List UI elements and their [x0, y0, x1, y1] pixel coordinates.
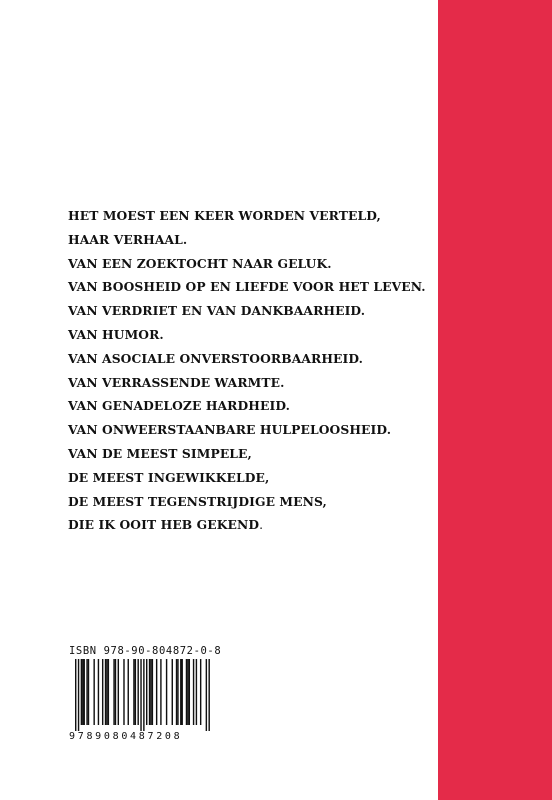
isbn-label: ISBN 978-90-804872-0-8 [69, 645, 222, 657]
barcode-bar [75, 659, 76, 731]
red-side-band [438, 0, 552, 800]
blurb-line-4: VAN BOOSHEID OP EN LIEFDE VOOR HET LEVEN. [68, 279, 426, 295]
barcode-bar [143, 659, 144, 731]
barcode-bar [177, 659, 178, 725]
barcode-bar [196, 659, 197, 725]
barcode-bar [135, 659, 136, 725]
blurb-line-14 [68, 513, 428, 538]
barcode-bar [78, 659, 79, 731]
barcode-bar [152, 659, 153, 725]
blurb-line-2: HAAR VERHAAL. [68, 231, 188, 247]
barcode-bar [176, 659, 177, 725]
barcode-bar [189, 659, 190, 725]
blurb-line-9: VAN GENADELOZE HARDHEID. [68, 398, 291, 414]
barcode-bar [118, 659, 119, 725]
blurb-line-7: VAN ASOCIALE ONVERSTOORBAARHEID. [68, 350, 364, 366]
barcode-bar [93, 659, 94, 725]
barcode-bar [137, 659, 138, 725]
barcode-bar [172, 659, 173, 725]
barcode-bar [187, 659, 188, 725]
barcode-bar [108, 659, 109, 725]
blurb-line-6: VAN HUMOR. [68, 326, 164, 342]
barcode-bar [140, 659, 141, 731]
barcode-bar [146, 659, 147, 725]
barcode-bar [149, 659, 150, 725]
barcode-bar [106, 659, 107, 725]
barcode-bars [75, 659, 210, 731]
barcode-bar [81, 659, 82, 725]
barcode-number: 9789080487208 [69, 731, 183, 742]
barcode-bar [84, 659, 85, 725]
barcode-bar [133, 659, 134, 725]
isbn-barcode [69, 645, 222, 743]
barcode-bar [82, 659, 83, 725]
barcode-bar [150, 659, 151, 725]
blurb-last-line-text: DIE IK OOIT HEB GEKEND [68, 517, 260, 533]
blurb-line-12: DE MEEST INGEWIKKELDE, [68, 469, 270, 485]
barcode-bar [208, 659, 209, 731]
barcode-graphic [69, 659, 219, 743]
barcode-bar [128, 659, 129, 725]
blurb-line-13: DE MEEST TEGENSTRIJDIGE MENS, [68, 493, 327, 509]
barcode-bar [193, 659, 194, 725]
blurb-line-5: VAN VERDRIET EN VAN DANKBAARHEID. [68, 303, 366, 319]
blurb-text [68, 204, 428, 538]
blurb-line-1: HET MOEST EEN KEER WORDEN VERTELD, [68, 208, 381, 223]
blurb-line-8: VAN VERRASSENDE WARMTE. [68, 374, 285, 390]
barcode-bar [182, 659, 183, 725]
barcode-bar [206, 659, 207, 731]
barcode-bar [180, 659, 181, 725]
barcode-bar [166, 659, 167, 725]
blurb-line-10: VAN ONWEERSTAANBARE HULPELOOSHEID. [68, 422, 392, 438]
barcode-bar [105, 659, 106, 725]
barcode-bar [86, 659, 87, 725]
barcode-bar [123, 659, 124, 725]
barcode-bar [115, 659, 116, 725]
barcode-bar [88, 659, 89, 725]
blurb-last-line-period: . [259, 518, 264, 533]
barcode-bar [160, 659, 161, 725]
blurb-line-11: VAN DE MEEST SIMPELE, [68, 445, 252, 461]
barcode-bar [102, 659, 103, 725]
barcode-bar [186, 659, 187, 725]
barcode-bar [200, 659, 201, 725]
barcode-bar [98, 659, 99, 725]
barcode-bar [113, 659, 114, 725]
blurb-line-3: VAN EEN ZOEKTOCHT NAAR GELUK. [68, 255, 332, 271]
barcode-bar [156, 659, 157, 725]
